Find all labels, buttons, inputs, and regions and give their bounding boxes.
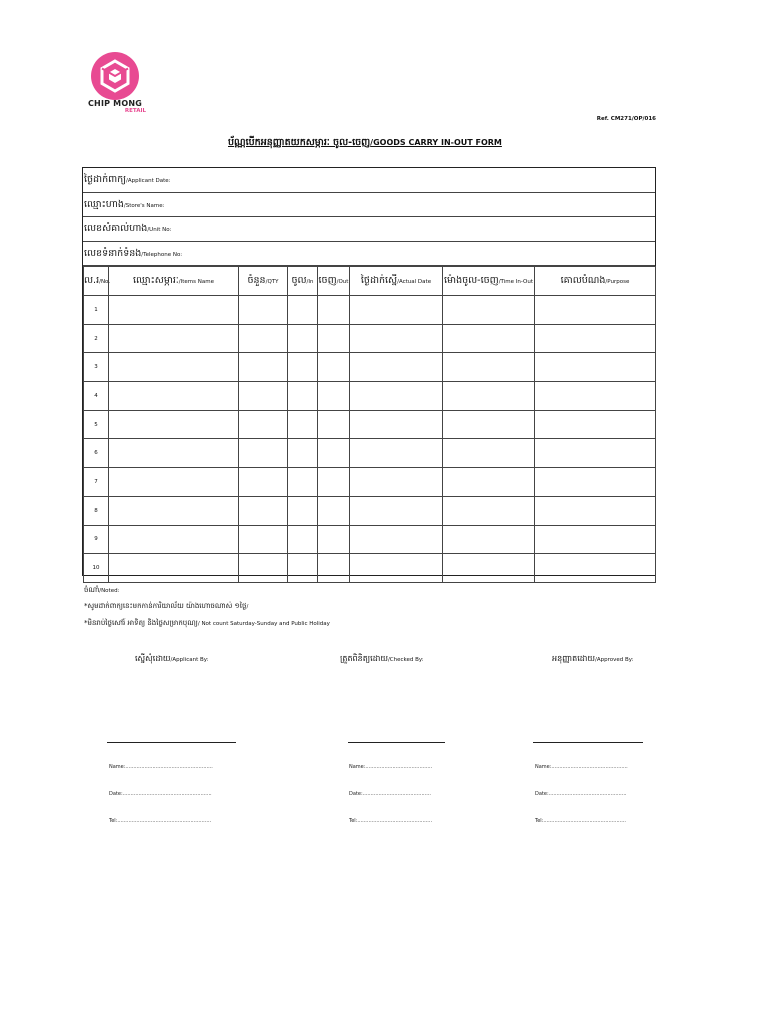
- cell-qty[interactable]: [239, 468, 288, 497]
- cell-actual-date[interactable]: [350, 324, 443, 353]
- cell-qty[interactable]: [239, 496, 288, 525]
- row-number: 1: [84, 296, 109, 325]
- cell-purpose[interactable]: [535, 296, 656, 325]
- cell-in[interactable]: [288, 496, 318, 525]
- approved-date-field[interactable]: Date:.................................................: [535, 791, 627, 797]
- cell-time[interactable]: [443, 496, 535, 525]
- checked-signature-line[interactable]: [348, 742, 445, 743]
- row-number: 3: [84, 353, 109, 382]
- brand-name: CHIP MONG: [87, 99, 142, 108]
- cell-purpose[interactable]: [535, 496, 656, 525]
- cell-time[interactable]: [443, 468, 535, 497]
- table-header-row: [84, 267, 656, 296]
- field-label-en: /Store's Name:: [123, 202, 165, 209]
- cell-time[interactable]: [443, 324, 535, 353]
- cell-purpose[interactable]: [535, 324, 656, 353]
- col-header-items-name: ឈ្មោះសម្ភារៈ/Items Name: [109, 267, 239, 296]
- row-number: 5: [84, 410, 109, 439]
- note-line-2: *មិនរាប់ថ្ងៃសៅរ៍ អាទិត្យ និងថ្ងៃសម្រាកបុណ្យ/ Not count Saturday-Sunday and Public Holiday: [84, 619, 330, 627]
- cell-items-name[interactable]: [109, 410, 239, 439]
- approved-tel-field[interactable]: Tel:....................................................: [535, 818, 627, 824]
- table-row: [84, 382, 656, 411]
- cell-out[interactable]: [318, 353, 350, 382]
- unit-no-field[interactable]: [83, 217, 655, 242]
- cell-time[interactable]: [443, 439, 535, 468]
- cell-items-name[interactable]: [109, 554, 239, 583]
- approved-name-field[interactable]: Name:................................................: [535, 764, 628, 770]
- cell-purpose[interactable]: [535, 554, 656, 583]
- approved-signature-line[interactable]: [533, 742, 643, 743]
- cell-items-name[interactable]: [109, 296, 239, 325]
- cell-time[interactable]: [443, 525, 535, 554]
- applicant-signature-line[interactable]: [107, 742, 236, 743]
- telephone-field[interactable]: [83, 242, 655, 267]
- cell-out[interactable]: [318, 468, 350, 497]
- cell-in[interactable]: [288, 439, 318, 468]
- cell-time[interactable]: [443, 410, 535, 439]
- cell-qty[interactable]: [239, 410, 288, 439]
- field-label-km: ថ្ងៃដាក់ពាក្យ: [84, 174, 127, 185]
- cell-items-name[interactable]: [109, 353, 239, 382]
- cell-actual-date[interactable]: [350, 525, 443, 554]
- applicant-date-field[interactable]: [83, 168, 655, 193]
- cell-purpose[interactable]: [535, 410, 656, 439]
- col-header-actual-date: ថ្ងៃដាក់ស្នើ/Actual Date: [350, 267, 443, 296]
- cell-in[interactable]: [288, 468, 318, 497]
- table-row: [84, 324, 656, 353]
- form-title-en: /GOODS CARRY IN-OUT FORM: [370, 138, 502, 147]
- cell-actual-date[interactable]: [350, 439, 443, 468]
- cell-in[interactable]: [288, 324, 318, 353]
- cell-time[interactable]: [443, 554, 535, 583]
- field-label-km: ឈ្មោះហាង: [84, 198, 124, 210]
- cell-time[interactable]: [443, 353, 535, 382]
- row-number: 10: [84, 554, 109, 583]
- store-name-field[interactable]: [83, 193, 655, 218]
- cell-actual-date[interactable]: [350, 554, 443, 583]
- cell-items-name[interactable]: [109, 324, 239, 353]
- cell-out[interactable]: [318, 554, 350, 583]
- notes-label: ចំណាំ/Noted:: [84, 586, 120, 594]
- table-row: [84, 468, 656, 497]
- cell-actual-date[interactable]: [350, 353, 443, 382]
- checked-by-label: ត្រួតពិនិត្យដោយ/Checked By:: [340, 654, 424, 663]
- applicant-tel-field[interactable]: Tel:...........................................................: [109, 818, 212, 824]
- cell-qty[interactable]: [239, 296, 288, 325]
- col-header-no: ល.រ/No.: [84, 267, 109, 296]
- table-row: [84, 410, 656, 439]
- cell-items-name[interactable]: [109, 496, 239, 525]
- form-title: [228, 136, 502, 150]
- cell-out[interactable]: [318, 324, 350, 353]
- applicant-by-label: ស្នើសុំដោយ/Applicant By:: [135, 654, 209, 663]
- cell-in[interactable]: [288, 296, 318, 325]
- cell-in[interactable]: [288, 554, 318, 583]
- form-box: [82, 167, 656, 576]
- cell-time[interactable]: [443, 382, 535, 411]
- col-header-purpose: គោលបំណង/Purpose: [535, 267, 656, 296]
- cell-purpose[interactable]: [535, 439, 656, 468]
- cell-qty[interactable]: [239, 382, 288, 411]
- row-number: 8: [84, 496, 109, 525]
- table-row: [84, 525, 656, 554]
- cell-purpose[interactable]: [535, 382, 656, 411]
- form-title-km: ប័ណ្ណបើកអនុញ្ញាតយកសម្ភារៈ ចូល-ចេញ: [228, 137, 371, 148]
- cell-qty[interactable]: [239, 554, 288, 583]
- cell-time[interactable]: [443, 296, 535, 325]
- applicant-name-field[interactable]: Name:.......................................................: [109, 764, 213, 770]
- field-label-km: លេខសំគាល់ហាង: [84, 223, 148, 234]
- cell-items-name[interactable]: [109, 382, 239, 411]
- row-number: 6: [84, 439, 109, 468]
- applicant-date-field-sig[interactable]: Date:........................................................: [109, 791, 212, 797]
- table-row: [84, 554, 656, 583]
- field-label-km: លេខទំនាក់ទំនង: [84, 247, 142, 259]
- row-number: 7: [84, 468, 109, 497]
- approved-by-label: អនុញ្ញាតដោយ/Approved By:: [552, 654, 634, 663]
- cell-out[interactable]: [318, 525, 350, 554]
- cell-out[interactable]: [318, 410, 350, 439]
- table-row: [84, 353, 656, 382]
- col-header-time-in-out: ម៉ោងចូល-ចេញ/Time In-Out: [443, 267, 535, 296]
- field-label-en: /Applicant Date:: [126, 178, 171, 184]
- note-line-1: *សូមដាក់ពាក្យនេះមកកាន់ការិយាល័យ យ៉ាងហោចណាស់ ១ថ្ងៃ/: [84, 602, 249, 610]
- cell-qty[interactable]: [239, 439, 288, 468]
- cell-in[interactable]: [288, 353, 318, 382]
- col-header-qty: ចំនួន/QTY: [239, 267, 288, 296]
- cell-actual-date[interactable]: [350, 410, 443, 439]
- field-label-en: /Telephone No:: [141, 251, 183, 258]
- brand-wordmark: [82, 99, 148, 114]
- row-number: 4: [84, 382, 109, 411]
- checked-tel-field[interactable]: Tel:...............................................: [349, 818, 433, 824]
- cell-actual-date[interactable]: [350, 296, 443, 325]
- cell-purpose[interactable]: [535, 468, 656, 497]
- cell-actual-date[interactable]: [350, 496, 443, 525]
- cell-in[interactable]: [288, 382, 318, 411]
- cell-qty[interactable]: [239, 324, 288, 353]
- row-number: 2: [84, 324, 109, 353]
- cell-qty[interactable]: [239, 525, 288, 554]
- cell-qty[interactable]: [239, 353, 288, 382]
- cell-out[interactable]: [318, 382, 350, 411]
- row-number: 9: [84, 525, 109, 554]
- cell-purpose[interactable]: [535, 353, 656, 382]
- cell-items-name[interactable]: [109, 439, 239, 468]
- field-label-en: /Unit No:: [147, 227, 172, 233]
- items-table: [83, 266, 656, 583]
- cell-out[interactable]: [318, 296, 350, 325]
- brand-sub: RETAIL: [124, 108, 146, 114]
- cell-items-name[interactable]: [109, 525, 239, 554]
- cell-actual-date[interactable]: [350, 382, 443, 411]
- cell-in[interactable]: [288, 410, 318, 439]
- cell-in[interactable]: [288, 525, 318, 554]
- col-header-in: ចូល/In: [288, 267, 318, 296]
- checked-name-field[interactable]: Name:..........................................: [349, 764, 433, 770]
- col-header-out: ចេញ/Out: [318, 267, 350, 296]
- reference-code: Ref. CM271/OP/016: [596, 116, 656, 122]
- checked-date-field[interactable]: Date:...........................................: [349, 791, 431, 797]
- table-row: [84, 496, 656, 525]
- cell-actual-date[interactable]: [350, 468, 443, 497]
- table-row: [84, 439, 656, 468]
- cell-purpose[interactable]: [535, 525, 656, 554]
- cell-out[interactable]: [318, 496, 350, 525]
- cell-items-name[interactable]: [109, 468, 239, 497]
- cell-out[interactable]: [318, 439, 350, 468]
- table-row: [84, 296, 656, 325]
